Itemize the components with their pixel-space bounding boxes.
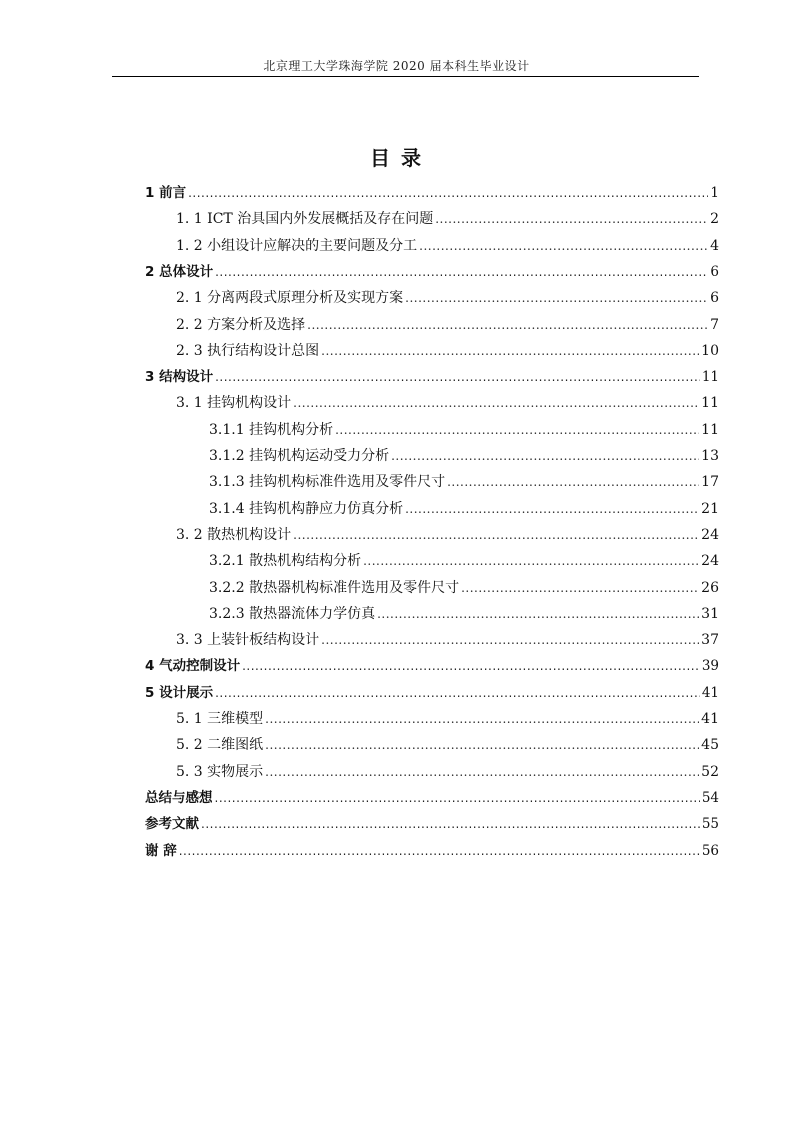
toc-entry-page-number: 11	[701, 421, 719, 438]
toc-entry-label: 1 前言	[145, 185, 187, 201]
toc-entry-page-number: 2	[710, 211, 719, 228]
toc-entry-label: 1. 2 小组设计应解决的主要问题及分工	[176, 237, 418, 254]
toc-entry-label: 4 气动控制设计	[145, 658, 241, 675]
dot-leader	[405, 287, 708, 309]
toc-entry-page-number: 31	[701, 605, 719, 622]
toc-entry-page-number: 4	[710, 237, 719, 254]
toc-entry-page-number: 56	[701, 842, 719, 859]
dot-leader	[293, 524, 699, 546]
toc-entry-page-number: 21	[701, 500, 719, 517]
toc-entry[interactable]	[176, 629, 719, 651]
dot-leader	[293, 392, 699, 414]
toc-entry-label: 3.2.3 散热器流体力学仿真	[209, 605, 376, 622]
dot-leader	[405, 498, 699, 520]
toc-title: 目 录	[370, 146, 423, 170]
toc-entry-label: 3.1.3 挂钩机构标准件选用及零件尺寸	[209, 474, 446, 491]
dot-leader	[265, 708, 699, 730]
toc-entry-label: 3.2.1 散热机构结构分析	[209, 553, 362, 570]
header-divider	[112, 76, 699, 77]
dot-leader	[435, 208, 708, 230]
toc-entry[interactable]	[176, 314, 719, 336]
toc-entry[interactable]	[209, 498, 719, 520]
toc-entry[interactable]	[145, 787, 719, 809]
toc-entry-page-number: 26	[701, 579, 719, 596]
dot-leader	[265, 734, 699, 756]
toc-entry[interactable]	[145, 366, 719, 388]
toc-entry-page-number: 37	[701, 632, 719, 649]
toc-entry-label: 3 结构设计	[145, 369, 214, 386]
toc-entry-label: 5. 1 三维模型	[176, 711, 264, 727]
toc-entry-page-number: 54	[701, 789, 719, 806]
toc-entry-label: 谢 辞	[145, 842, 177, 859]
toc-entry[interactable]	[145, 682, 719, 704]
dot-leader	[215, 261, 708, 283]
dot-leader	[321, 629, 699, 651]
toc-entry[interactable]	[176, 734, 719, 756]
toc-entry-page-number: 41	[701, 711, 719, 727]
toc-entry-label: 1. 1 ICT 治具国内外发展概括及存在问题	[176, 211, 434, 228]
toc-entry-page-number: 1	[710, 185, 719, 201]
toc-entry-label: 5. 3 实物展示	[176, 763, 264, 780]
toc-entry-page-number: 55	[701, 816, 719, 833]
dot-leader	[188, 182, 708, 204]
toc-entry-label: 总结与感想	[145, 789, 213, 806]
toc-entry-label: 5. 2 二维图纸	[176, 737, 264, 754]
dot-leader	[363, 550, 699, 572]
toc-entry-label: 3. 2 散热机构设计	[176, 526, 292, 543]
toc-entry-page-number: 52	[701, 763, 719, 780]
toc-entry-page-number: 11	[701, 395, 719, 412]
toc-entry-page-number: 24	[701, 526, 719, 543]
toc-entry-label: 3. 1 挂钩机构设计	[176, 395, 292, 412]
toc-entry-label: 2 总体设计	[145, 263, 214, 280]
toc-entry[interactable]	[209, 550, 719, 572]
dot-leader	[461, 577, 699, 599]
toc-entry-label: 3.1.4 挂钩机构静应力仿真分析	[209, 500, 404, 517]
toc-entry-label: 3. 3 上装针板结构设计	[176, 632, 320, 649]
toc-entry-label: 2. 1 分离两段式原理分析及实现方案	[176, 290, 404, 307]
toc-entry[interactable]	[145, 840, 719, 862]
dot-leader	[321, 340, 699, 362]
toc-entry-label: 3.1.2 挂钩机构运动受力分析	[209, 448, 390, 464]
toc-entry[interactable]	[209, 471, 719, 493]
dot-leader	[265, 761, 699, 783]
toc-entry[interactable]	[145, 182, 719, 204]
toc-entry[interactable]	[209, 577, 719, 599]
toc-entry[interactable]	[176, 235, 719, 257]
toc-entry[interactable]	[145, 261, 719, 283]
dot-leader	[179, 840, 700, 862]
toc-entry[interactable]	[176, 708, 719, 730]
toc-entry-label: 3.1.1 挂钩机构分析	[209, 421, 334, 438]
toc-entry-page-number: 41	[701, 684, 719, 701]
dot-leader	[201, 813, 700, 835]
toc-entry-page-number: 6	[710, 290, 719, 307]
toc-entry-label: 2. 2 方案分析及选择	[176, 316, 306, 333]
toc-entry-page-number: 6	[710, 263, 719, 280]
toc-entry-label: 3.2.2 散热器机构标准件选用及零件尺寸	[209, 579, 460, 596]
toc-entry[interactable]	[145, 813, 719, 835]
toc-entry-page-number: 24	[701, 553, 719, 570]
running-header: 北京理工大学珠海学院 2020 届本科生毕业设计	[263, 59, 530, 73]
dot-leader	[335, 419, 699, 441]
dot-leader	[447, 471, 699, 493]
dot-leader	[307, 314, 708, 336]
toc-entry[interactable]	[176, 761, 719, 783]
toc-entry-page-number: 10	[701, 342, 719, 359]
toc-entry-page-number: 13	[701, 448, 719, 464]
toc-entry-page-number: 17	[701, 474, 719, 491]
toc-entry-label: 2. 3 执行结构设计总图	[176, 342, 320, 359]
toc-entry-label: 参考文献	[145, 816, 199, 833]
dot-leader	[419, 235, 708, 257]
toc-entry-page-number: 7	[710, 316, 719, 333]
dot-leader	[242, 655, 700, 677]
toc-entry[interactable]	[209, 445, 719, 467]
dot-leader	[215, 787, 700, 809]
toc-entry[interactable]	[176, 340, 719, 362]
dot-leader	[215, 682, 700, 704]
toc-entry-page-number: 11	[701, 369, 719, 386]
dot-leader	[377, 603, 699, 625]
dot-leader	[215, 366, 700, 388]
toc-entry[interactable]	[176, 208, 719, 230]
toc-entry-page-number: 45	[701, 737, 719, 754]
dot-leader	[391, 445, 699, 467]
toc-entry[interactable]	[176, 287, 719, 309]
toc-entry[interactable]	[176, 392, 719, 414]
toc-entry-page-number: 39	[701, 658, 719, 675]
toc-entry[interactable]	[145, 655, 719, 677]
toc-entry-label: 5 设计展示	[145, 684, 214, 701]
toc-entry[interactable]	[209, 419, 719, 441]
toc-entry[interactable]	[176, 524, 719, 546]
toc-entry[interactable]	[209, 603, 719, 625]
